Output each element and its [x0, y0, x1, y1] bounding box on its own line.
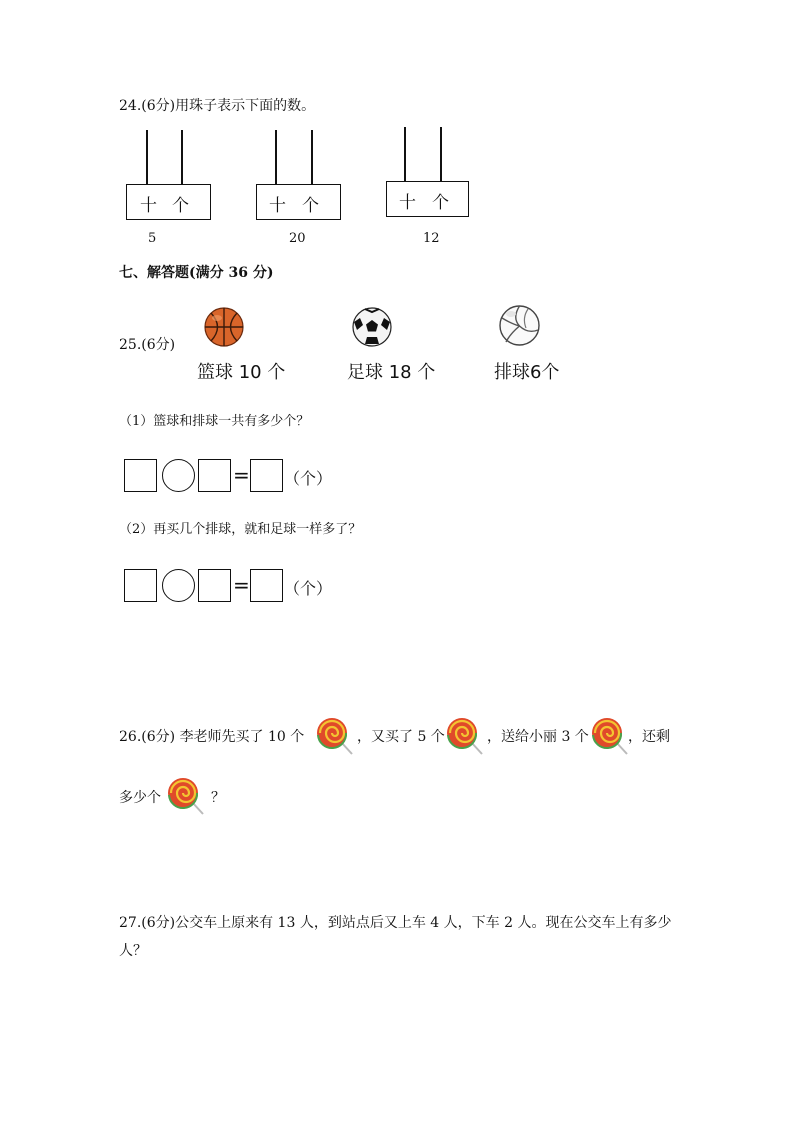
answer-box-operand-2[interactable] [198, 569, 231, 602]
abacus-5 [126, 130, 211, 220]
basketball-icon [203, 306, 245, 348]
abacus-ones-label: 个 [302, 196, 319, 216]
abacus-rod-tens [275, 130, 277, 184]
q24-prompt [119, 96, 315, 116]
volleyball-label: 排球6个 [494, 362, 560, 383]
abacus-tens-label: 十 [140, 196, 157, 216]
lollipop-icon [445, 716, 485, 756]
q25-number: 25. [119, 337, 142, 353]
section-title: 七、解答题(满分 36 分) [119, 265, 274, 281]
q25-prompt [119, 335, 175, 355]
q26-line2b: ？ [211, 790, 225, 806]
q26-line2a: 多少个 [119, 790, 161, 806]
abacus-20 [256, 130, 341, 220]
q25-score: (6分) [141, 337, 176, 353]
abacus-rod-ones [181, 130, 183, 184]
abacus-rod-ones [440, 127, 442, 181]
answer-box-result[interactable] [250, 569, 283, 602]
abacus-frame [126, 184, 211, 220]
abacus-12 [386, 127, 469, 217]
q26-part2: ，又买了 5 个 [357, 729, 445, 745]
q26-part1: 李老师先买了 10 个 [179, 729, 305, 745]
soccer-ball-icon [351, 306, 393, 348]
abacus-frame [256, 184, 341, 220]
abacus-value: 20 [289, 231, 306, 246]
q26-part4: ，还剩 [628, 729, 670, 745]
unit-label: （个） [284, 579, 333, 598]
answer-box-operand-2[interactable] [198, 459, 231, 492]
unit-label: （个） [284, 469, 333, 488]
q27-number: 27. [119, 915, 142, 931]
abacus-rod-tens [146, 130, 148, 184]
lollipop-icon [590, 716, 630, 756]
abacus-tens-label: 十 [269, 196, 286, 216]
q26-part3: ，送给小丽 3 个 [487, 729, 589, 745]
basketball-label: 篮球 10 个 [197, 362, 286, 383]
equals-sign: = [233, 573, 250, 597]
q25-sub1: （1）篮球和排球一共有多少个？ [119, 414, 310, 429]
lollipop-icon [315, 716, 355, 756]
q25-sub2: （2）再买几个排球，就和足球一样多了？ [119, 522, 362, 537]
abacus-rod-tens [404, 127, 406, 181]
operator-circle[interactable] [162, 569, 195, 602]
soccer-ball-label: 足球 18 个 [347, 362, 436, 383]
abacus-tens-label: 十 [399, 193, 416, 213]
answer-box-result[interactable] [250, 459, 283, 492]
q26-number: 26. [119, 729, 142, 745]
answer-box-operand-1[interactable] [124, 569, 157, 602]
q26-line1-a [119, 727, 304, 747]
abacus-frame [386, 181, 469, 217]
q27-line1 [119, 913, 671, 933]
q26-score: (6分) [141, 729, 176, 745]
operator-circle[interactable] [162, 459, 195, 492]
answer-box-operand-1[interactable] [124, 459, 157, 492]
q27-text-line1: 公交车上原来有 13 人，到站点后又上车 4 人，下车 2 人。现在公交车上有多少 [175, 915, 672, 931]
abacus-ones-label: 个 [172, 196, 189, 216]
volleyball-icon [498, 304, 541, 347]
lollipop-icon [166, 776, 206, 816]
q27-score: (6分) [141, 915, 176, 931]
abacus-value: 12 [423, 231, 440, 246]
abacus-value: 5 [148, 231, 157, 246]
q24-text: 用珠子表示下面的数。 [175, 98, 316, 114]
q24-score: (6分) [141, 98, 176, 114]
q27-text-line2: 人？ [119, 943, 147, 959]
abacus-rod-ones [311, 130, 313, 184]
equals-sign: = [233, 463, 250, 487]
q24-number: 24. [119, 98, 142, 114]
abacus-ones-label: 个 [432, 193, 449, 213]
